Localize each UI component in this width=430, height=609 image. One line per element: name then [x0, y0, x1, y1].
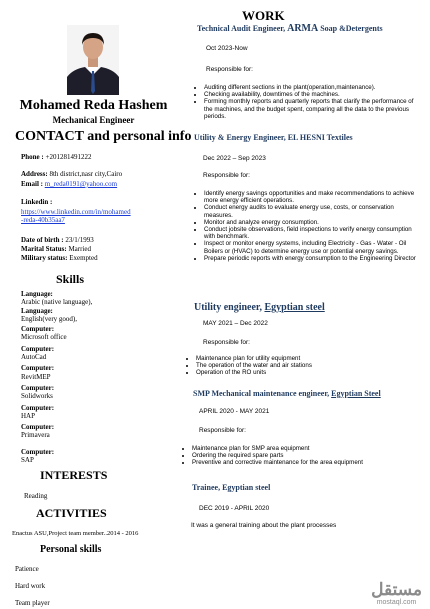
candidate-name: Mohamed Reda Hashem [19, 98, 168, 113]
job-bullet: • Monitor and analyze energy consumption. [204, 219, 416, 226]
skill-value: Primavera [21, 431, 50, 440]
skill-label: Computer: [21, 364, 55, 373]
profile-photo [67, 25, 119, 95]
job-title-prefix: Technical Audit Engineer, [197, 24, 286, 33]
skill-label: Language: [21, 290, 53, 298]
responsible-label: Responsible for: [206, 66, 253, 73]
responsible-label: Responsible for: [203, 172, 250, 179]
job-description: It was a general training about the plant processes [191, 522, 337, 529]
interest-item: Reading [24, 492, 48, 500]
job-bullets [194, 84, 416, 120]
watermark [371, 581, 422, 607]
dob-row [21, 236, 94, 245]
marital-row [21, 245, 91, 254]
activities-heading: ACTIVITIES [36, 506, 107, 520]
job-bullet: • Identify energy savings opportunities and make recommendations to achieve more energy efficient operations. [204, 190, 416, 204]
watermark-latin: mostaql.com [376, 599, 417, 606]
dob-label: Date of birth : [21, 236, 64, 244]
skill-value: Solidworks [21, 392, 53, 401]
job-bullet: • Auditing different sections in the plant(operation,maintenance). [204, 84, 416, 91]
job-bullets [194, 190, 416, 262]
job-company: ARMA [287, 23, 319, 34]
linkedin-link-line1[interactable]: https://www.linkedin.com/in/mohamed [21, 208, 131, 216]
job-bullets [182, 445, 418, 467]
job-date: MAY 2021 – Dec 2022 [203, 320, 268, 327]
responsible-label: Responsible for: [199, 427, 246, 434]
job-title [193, 389, 381, 398]
job-date: DEC 2019 - APRIL 2020 [199, 505, 270, 512]
dob-value: 23/1/1993 [65, 236, 94, 244]
job-title: Utility & Energy Engineer, EL HESNI Textiles [194, 133, 353, 142]
watermark-arabic: مستقل [371, 580, 422, 599]
personal-skill-item: Hard work [15, 582, 46, 590]
candidate-title: Mechanical Engineer [52, 115, 135, 125]
responsible-label: Responsible for: [203, 339, 250, 346]
job-bullet: • Forming monthly reports and quarterly reports that clarify the performance of the machines, and the budget spent, comparing all the data to the previous periods. [204, 98, 416, 120]
address-row [21, 170, 122, 179]
skill-value: HAP [21, 411, 36, 420]
job-date: APRIL 2020 - MAY 2021 [199, 408, 270, 415]
job-title [197, 23, 383, 34]
email-row [21, 180, 117, 189]
linkedin-label-text: Linkedin : [21, 198, 53, 206]
job-title [194, 302, 325, 313]
skills-list [21, 290, 92, 464]
job-bullet: • Checking availability, downtimes of the machines. [204, 91, 416, 98]
skills-heading: Skills [56, 272, 85, 286]
personal-skills-heading: Personal skills [40, 544, 102, 555]
job-bullets [186, 355, 416, 377]
address-label: Address: [21, 170, 48, 178]
job-date: Dec 2022 – Sep 2023 [203, 155, 266, 162]
work-heading: WORK [242, 8, 285, 23]
company-link[interactable]: Egyptian Steel [331, 389, 381, 398]
military-label: Military status: [21, 254, 68, 262]
contact-heading: CONTACT and personal info [15, 129, 192, 144]
job-bullet: • The operation of the water and air stations [196, 362, 416, 369]
skill-label: Language: [21, 306, 53, 315]
phone-value: +201281491222 [45, 153, 92, 161]
job-bullet: • Ordering the required spare parts [192, 452, 418, 459]
phone-row [21, 153, 91, 162]
skill-label: Computer: [21, 403, 55, 412]
activity-item: Enactus ASU,Project team member..2014 - 2016 [12, 530, 139, 537]
skill-value: Arabic (native language), [21, 298, 93, 307]
skill-value: AutoCad [21, 353, 47, 362]
job-bullet: • Inspect or monitor energy systems, including Electricity - Gas - Water - Oil Boilers or (HVAC) to determine energy use or potential energy savings. [204, 240, 416, 254]
personal-skill-item: Patience [15, 565, 39, 573]
personal-skill-item: Team player [15, 599, 50, 607]
skill-value: RevitMEP [21, 372, 51, 381]
job-title-prefix: SMP Mechanical maintenance engineer, [193, 389, 330, 398]
marital-label: Marital Status: [21, 245, 67, 253]
job-bullet: • Conduct jobsite observations, field inspections to verify energy consumption with benchmark. [204, 226, 416, 240]
skill-label: Computer: [21, 423, 55, 432]
job-bullet: • Prepare periodic reports with energy consumption to the Engineering Director [204, 255, 416, 262]
skill-label: Computer: [21, 344, 55, 353]
skill-value: Microsoft office [21, 333, 67, 342]
email-label: Email : [21, 180, 43, 188]
email-link[interactable]: m_reda0191@yahoo.com [44, 180, 118, 188]
skill-value: English(very good), [21, 314, 77, 323]
skill-label: Computer: [21, 325, 55, 334]
job-bullet: • Preventive and corrective maintenance for the area equipment [192, 459, 418, 466]
job-bullet: • Maintenance plan for SMP area equipment [192, 445, 418, 452]
job-bullet: • Maintenance plan for utility equipment [196, 355, 416, 362]
linkedin-label [21, 198, 52, 207]
skill-label: Computer: [21, 447, 55, 456]
skill-value: SAP [21, 456, 34, 465]
job-title-prefix: Utility engineer, [194, 302, 262, 313]
job-date: Oct 2023-Now [206, 45, 248, 52]
interests-heading: INTERESTS [40, 468, 108, 482]
linkedin-link-line2[interactable]: -reda-40b35aa7 [21, 216, 65, 224]
phone-label: Phone : [21, 153, 44, 161]
company-link[interactable]: Egyptian steel [264, 302, 325, 313]
military-row [21, 254, 98, 263]
job-title-suffix: Soap &Detergents [320, 24, 383, 33]
marital-value: Married [68, 245, 91, 253]
address-value: 8th district,nasr city,Cairo [49, 170, 123, 178]
person-photo-icon [67, 25, 119, 95]
skill-label: Computer: [21, 383, 55, 392]
job-bullet: • Conduct energy audits to evaluate energy use, costs, or conservation measures. [204, 204, 416, 218]
job-title: Trainee, Egyptian steel [192, 483, 271, 492]
military-value: Exempted [69, 254, 98, 262]
job-bullet: • Operation of the RO units [196, 369, 416, 376]
